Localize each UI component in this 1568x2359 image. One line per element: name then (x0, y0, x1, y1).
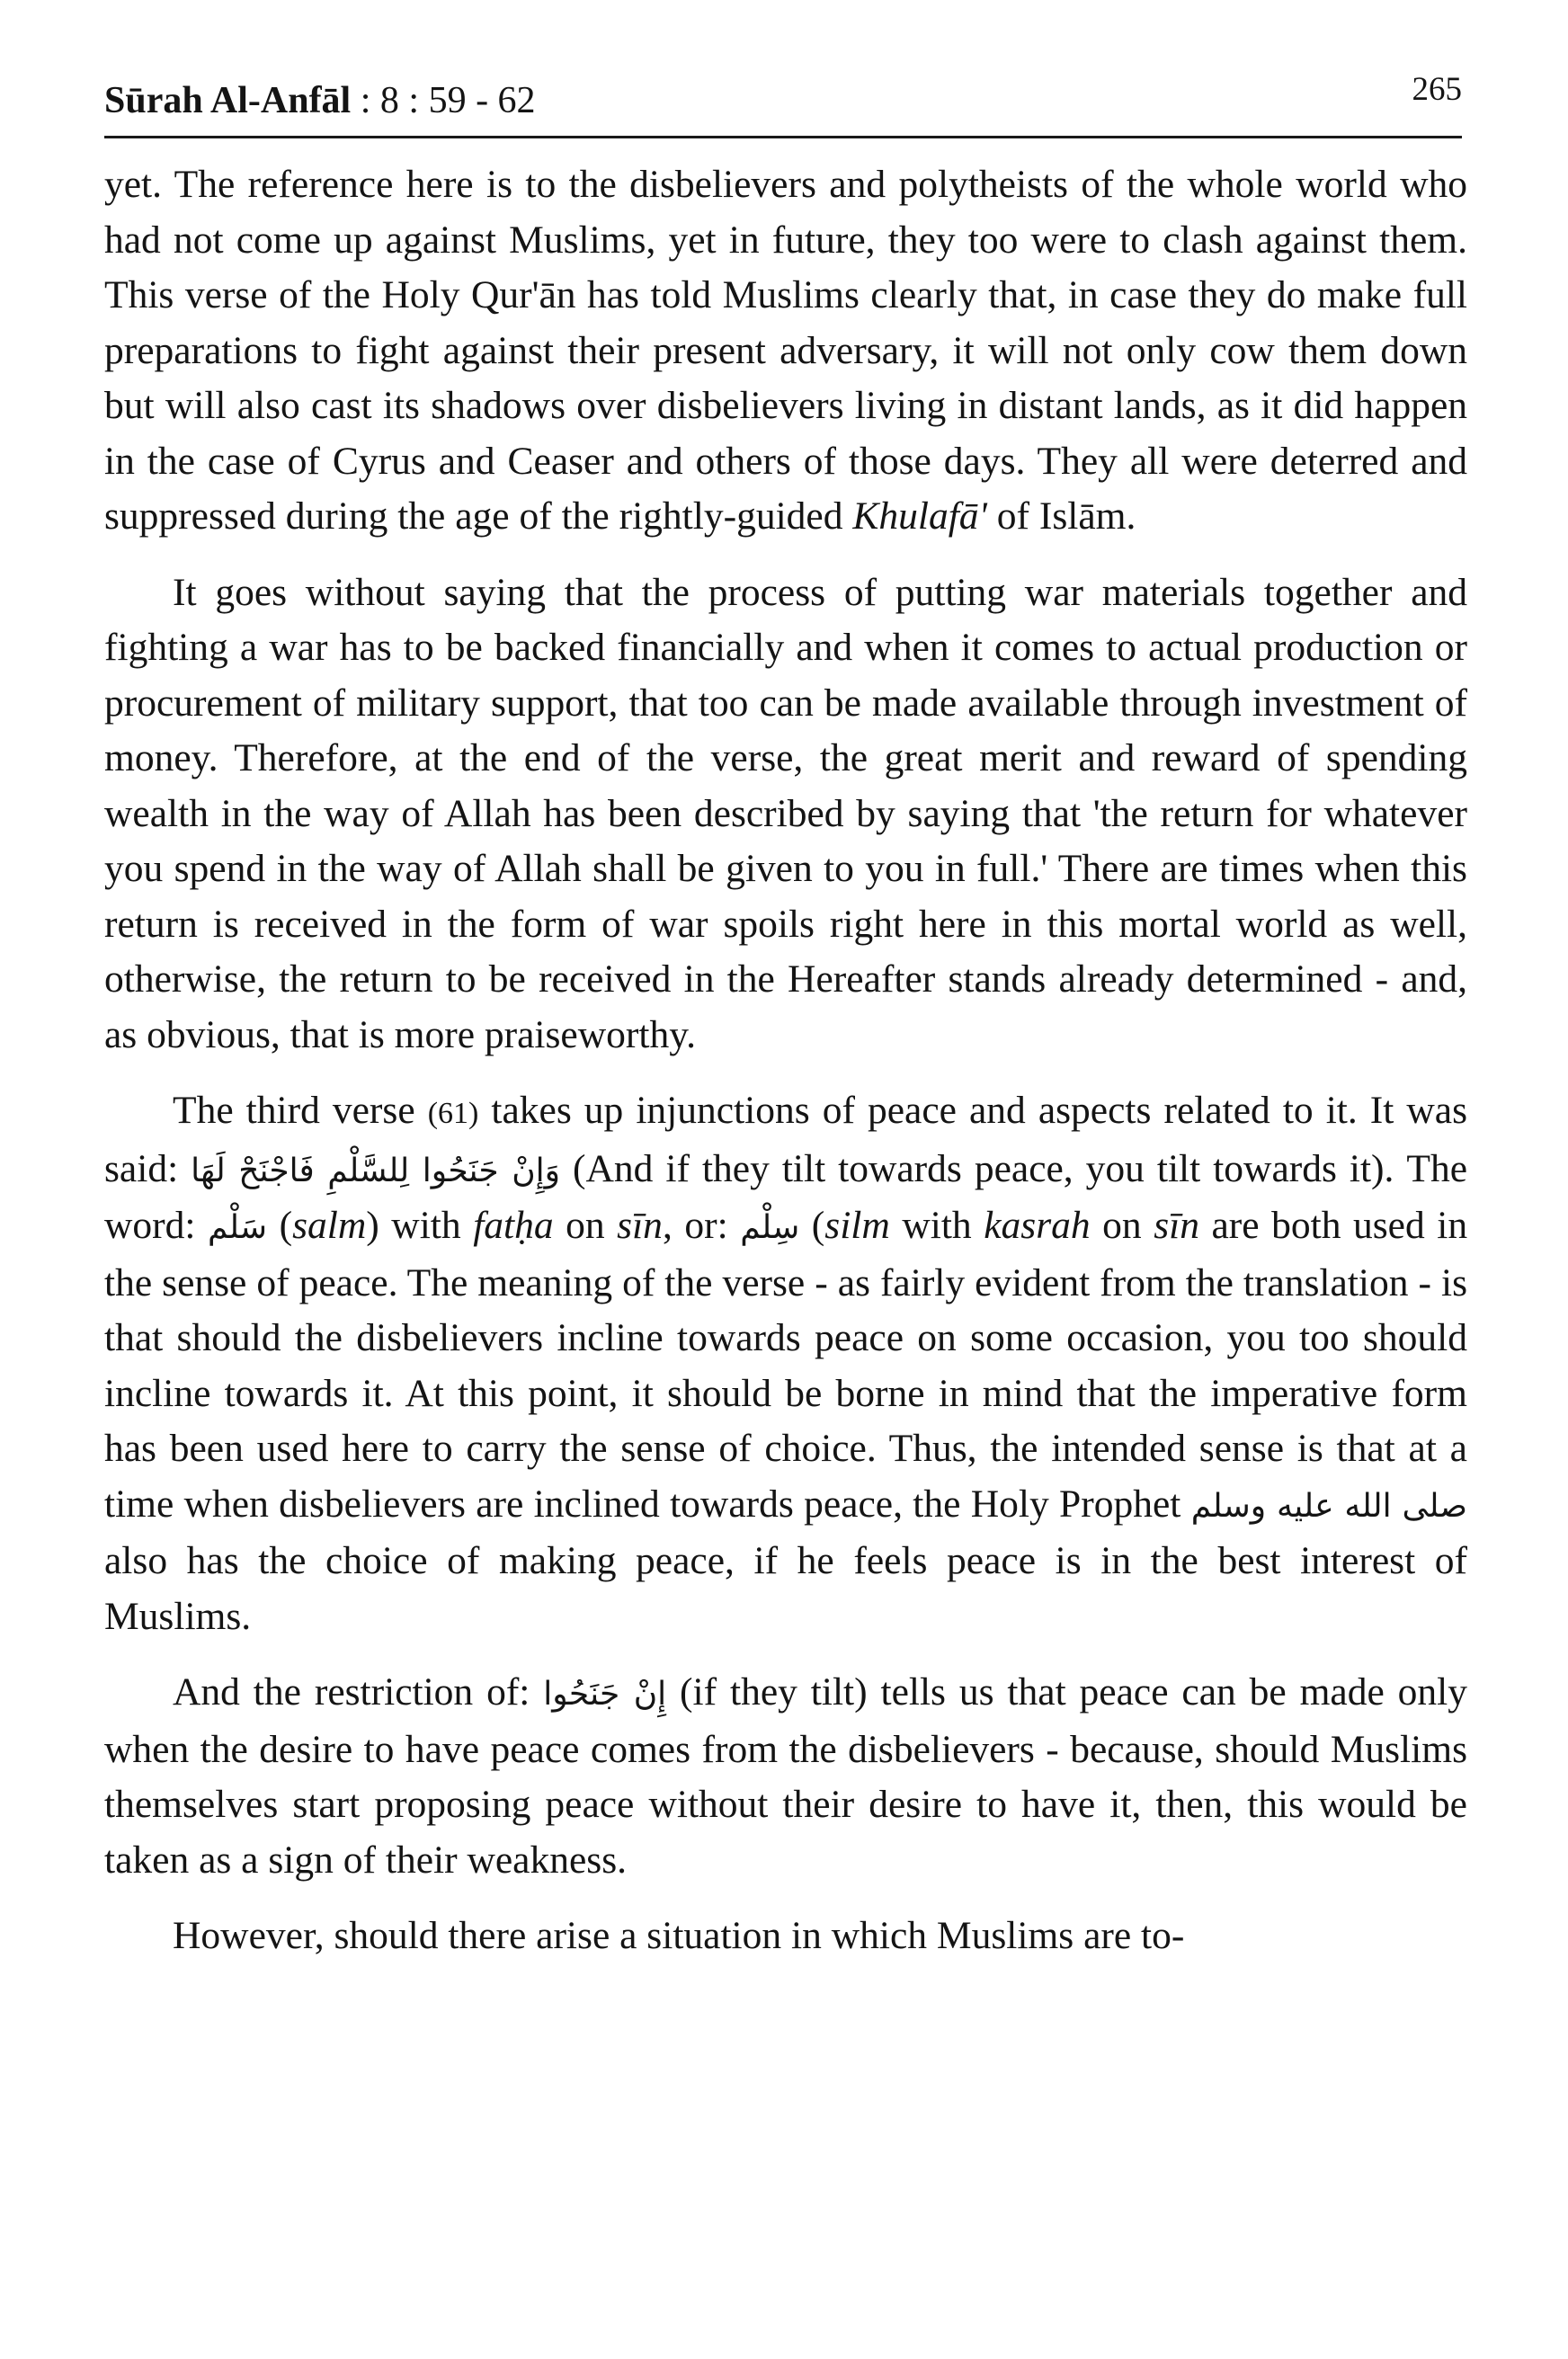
paragraph-1: yet. The reference here is to the disbelievers and polytheists of the whole world who had not come up against Muslims, yet in future, they too were to clash against them. This verse of the Holy Qur'ān has told Muslims clearly that, in case they do make full preparations to fight against their present adversary, it will not only cow them down but will also cast its shadows over disbelievers living in distant lands, as it did happen in the case of Cyrus and Ceaser and others of those days. They all were deterred and suppressed during the age of the rightly-guided Khulafā' of Islām. (104, 163, 1467, 538)
header-rule (104, 136, 1462, 138)
paragraph-3: The third verse (61) takes up injunctions of peace and aspects related to it. It was said: وَإِنْ جَنَحُوا لِلسَّلْمِ فَاجْنَحْ لَهَا (And if they tilt towards peace, you tilt towards it). The word: سَلْم (salm) with fatḥa on sīn, or: سِلْم (silm with kasrah on sīn are both used in the sense of peace. The meaning of the verse - as fairly evident from the translation - is that should the disbelievers incline towards peace on some occasion, you too should incline towards it. At this point, it should be borne in mind that the imperative form has been used here to carry the sense of choice. Thus, the intended sense is that at a time when disbelievers are inclined towards peace, the Holy Prophet صلى الله عليه وسلم also has the choice of making peace, if he feels peace is in the best interest of Muslims. (104, 1089, 1468, 1638)
body-text (104, 157, 1467, 1964)
paragraph-5: However, should there arise a situation in which Muslims are to- (173, 1914, 1185, 1957)
arabic-word-silm: سِلْم (740, 1209, 800, 1246)
verse-reference: : 8 : 59 - 62 (360, 80, 536, 121)
paragraph-4: And the restriction of: إِنْ جَنَحُوا (if they tilt) tells us that peace can be made only when the desire to have peace comes from the disbelievers - because, should Muslims themselves start proposing peace without their desire to have it, then, this would be taken as a sign of their weakness. (104, 1670, 1468, 1882)
page-number: 265 (1412, 71, 1462, 108)
arabic-phrase-in-janahu: إِنْ جَنَحُوا (543, 1676, 667, 1713)
paragraph-2: It goes without saying that the process of putting war materials together and fighting a war has to be backed financially and when it comes to actual production or procurement of military support, that too can be made available through investment of money. Therefore, at the end of the verse, the great merit and reward of spending wealth in the way of Allah has been described by saying that 'the return for whatever you spend in the way of Allah shall be given to you in full.' There are times when this return is received in the form of war spoils right here in this mortal world as well, otherwise, the return to be received in the Hereafter stands already determined - and, as obvious, that is more praiseworthy. (104, 570, 1467, 1056)
running-head (104, 79, 536, 122)
arabic-salutation: صلى الله عليه وسلم (1190, 1487, 1467, 1525)
page-header (104, 70, 1462, 133)
surah-name: Sūrah Al-Anfāl (104, 80, 352, 121)
term-khulafa: Khulafā' (852, 494, 987, 538)
arabic-verse-quote: وَإِنْ جَنَحُوا لِلسَّلْمِ فَاجْنَحْ لَهَا (191, 1152, 561, 1189)
arabic-word-salm: سَلْم (208, 1209, 268, 1246)
verse-number: (61) (427, 1097, 479, 1130)
